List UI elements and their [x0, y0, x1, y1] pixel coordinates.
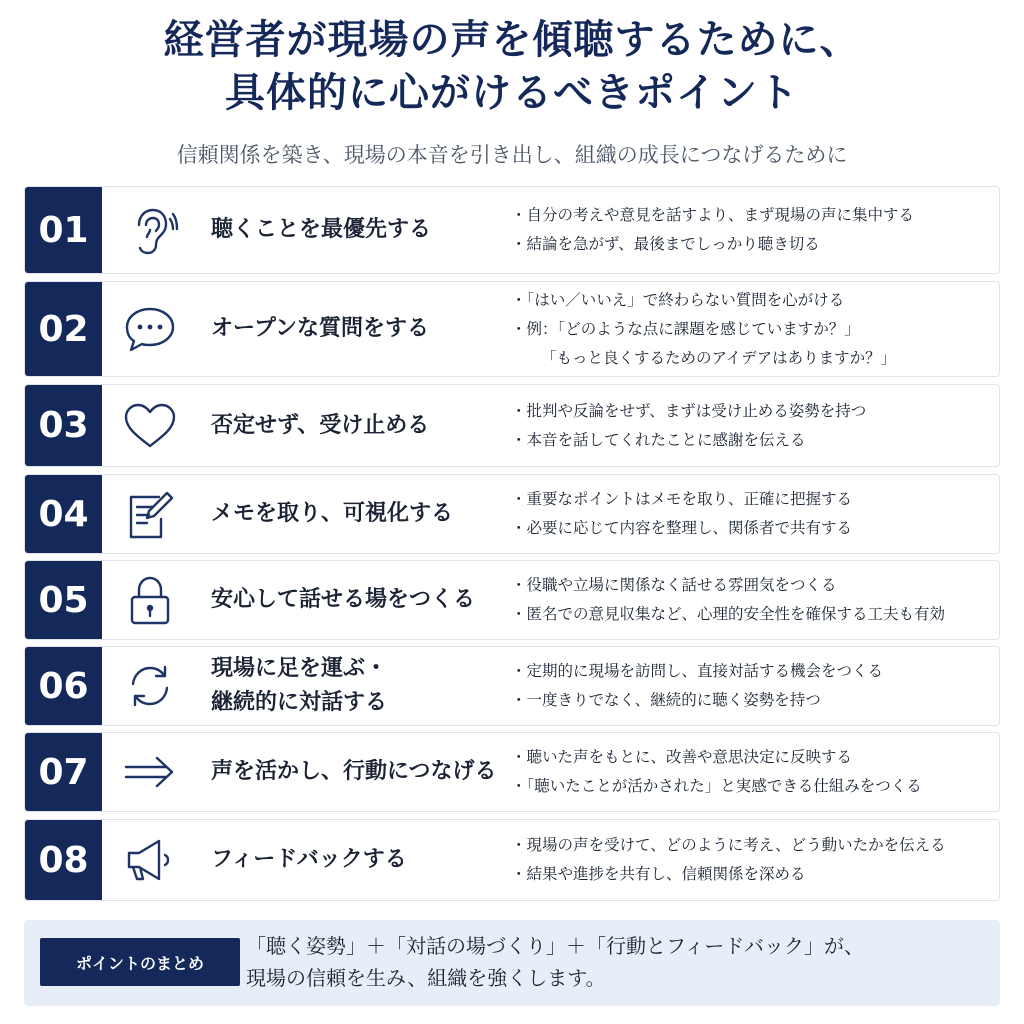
point-heading [211, 561, 506, 639]
summary-box [24, 920, 1000, 1006]
point-bullets [511, 820, 999, 900]
point-heading-line: 継続的に対話する [211, 690, 388, 715]
refresh-cycle-icon [121, 657, 179, 715]
point-heading [211, 187, 506, 273]
summary-badge: ポイントのまとめ [40, 938, 240, 986]
point-heading-line: メモを取り、可視化する [211, 501, 454, 526]
point-bullets [511, 282, 999, 376]
point-bullet: ・役職や立場に関係なく話せる雰囲気をつくる [511, 576, 837, 594]
point-heading [211, 475, 506, 553]
point-bullet: ・匿名での意見収集など、心理的安全性を確保する工夫も有効 [511, 605, 946, 623]
ear-icon [121, 201, 179, 259]
lock-icon [121, 571, 179, 629]
summary-line-1: 「聴く姿勢」＋「対話の場づくり」＋「行動とフィードバック」が、 [246, 934, 864, 958]
point-row-01 [24, 186, 1000, 274]
title-line-2: 具体的に心がけるべきポイント [225, 70, 799, 116]
point-bullet: ・必要に応じて内容を整理し、関係者で共有する [511, 519, 853, 537]
point-heading [211, 733, 506, 811]
point-bullet: ・結論を急がず、最後までしっかり聴き切る [511, 235, 820, 253]
summary-line-2: 現場の信頼を生み、組織を強くします。 [246, 966, 606, 990]
point-number: 03 [25, 385, 102, 466]
point-bullet: 「もっと良くするためのアイデアはありますか？」 [541, 348, 897, 367]
point-row-02 [24, 281, 1000, 377]
point-bullets [511, 385, 999, 466]
point-bullets [511, 647, 999, 725]
point-heading-line: 現場に足を運ぶ・ [211, 656, 388, 681]
point-row-06 [24, 646, 1000, 726]
point-number: 01 [25, 187, 102, 273]
point-bullet: ・「聴いたことが活かされた」と実感できる仕組みをつくる [511, 777, 922, 795]
point-bullet: ・本音を話してくれたことに感謝を伝える [511, 430, 806, 449]
point-number: 08 [25, 820, 102, 900]
point-bullet: ・結果や進捗を共有し、信頼関係を深める [511, 865, 806, 883]
point-heading-line: フィードバックする [211, 847, 407, 872]
point-heading-line: オープンな質問をする [211, 316, 430, 341]
megaphone-icon [121, 831, 179, 889]
title-line-1: 経営者が現場の声を傾聴するために、 [163, 17, 861, 63]
point-heading [211, 282, 506, 376]
point-heading-line: 安心して話せる場をつくる [211, 587, 476, 612]
point-bullet: ・現場の声を受けて、どのように考え、どう動いたかを伝える [511, 836, 946, 854]
point-bullet: ・聴いた声をもとに、改善や意思決定に反映する [511, 748, 853, 766]
point-number: 06 [25, 647, 102, 725]
point-number: 07 [25, 733, 102, 811]
point-bullet: ・例：「どのような点に課題を感じていますか？」 [511, 319, 860, 338]
page-subtitle: 信頼関係を築き、現場の本音を引き出し、組織の成長につなげるために [176, 143, 848, 167]
point-bullet: ・自分の考えや意見を話すより、まず現場の声に集中する [511, 206, 915, 224]
point-number: 04 [25, 475, 102, 553]
heart-icon [121, 397, 179, 455]
point-row-05 [24, 560, 1000, 640]
point-heading [211, 820, 506, 900]
point-row-07 [24, 732, 1000, 812]
point-bullets [511, 733, 999, 811]
point-bullet: ・重要なポイントはメモを取り、正確に把握する [511, 490, 853, 508]
point-heading-line: 声を活かし、行動につなげる [211, 759, 497, 784]
point-bullet: ・定期的に現場を訪問し、直接対話する機会をつくる [511, 662, 884, 680]
point-heading [211, 647, 506, 725]
point-row-03 [24, 384, 1000, 467]
chat-bubble-icon [121, 300, 179, 358]
point-heading-line: 聴くことを最優先する [211, 217, 432, 242]
summary-text [246, 930, 991, 994]
point-bullets [511, 561, 999, 639]
point-number: 05 [25, 561, 102, 639]
point-bullet: ・「はい／いいえ」で終わらない質問を心がける [511, 290, 845, 309]
arrow-right-icon [121, 743, 179, 801]
point-row-08 [24, 819, 1000, 901]
point-bullet: ・一度きりでなく、継続的に聴く姿勢を持つ [511, 691, 821, 709]
point-number: 02 [25, 282, 102, 376]
page-title [0, 14, 1024, 120]
memo-pen-icon [121, 485, 179, 543]
point-bullets [511, 475, 999, 553]
point-heading-line: 否定せず、受け止める [211, 412, 430, 438]
point-bullet: ・批判や反論をせず、まずは受け止める姿勢を持つ [511, 401, 867, 420]
point-heading [211, 385, 506, 466]
point-bullets [511, 187, 999, 273]
point-row-04 [24, 474, 1000, 554]
